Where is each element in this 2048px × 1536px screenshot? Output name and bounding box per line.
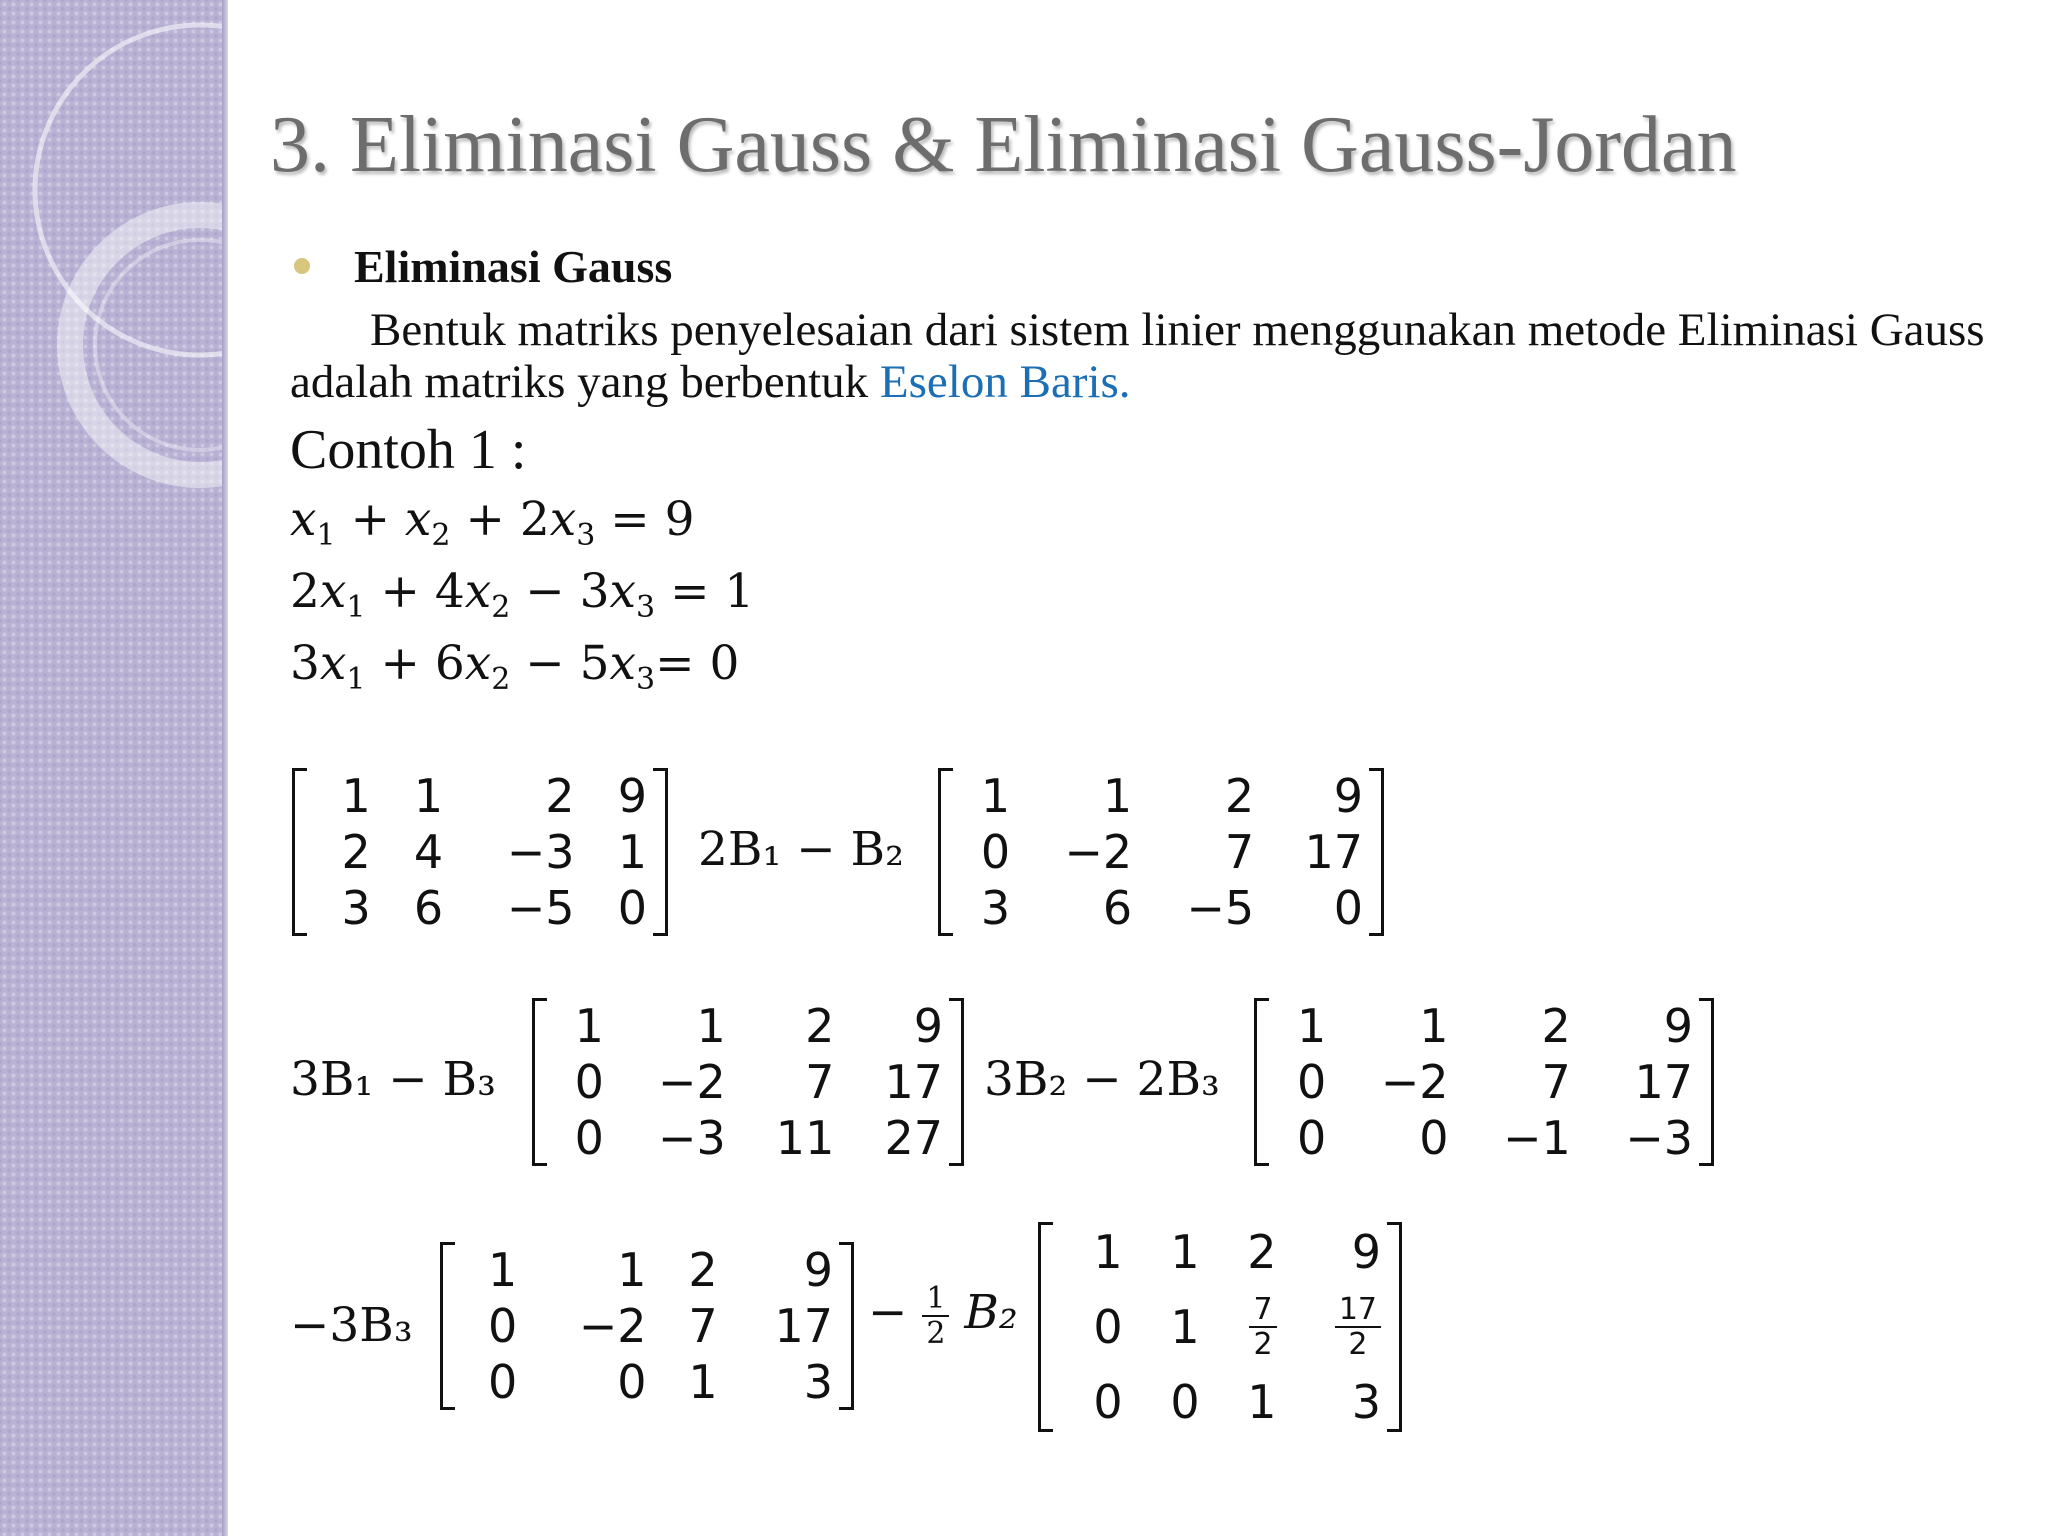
matrix-cell: 1	[696, 999, 726, 1053]
eselon-baris-link[interactable]: Eselon Baris.	[879, 356, 1131, 408]
equation-3: $3x_1 + 6x_2 - 5x_3= 0$	[290, 636, 740, 697]
matrix-cell: −1	[1502, 1111, 1571, 1165]
matrix-step-5	[1038, 1222, 1402, 1432]
matrix-cell: $\frac{7}{2}$	[1218, 1282, 1295, 1371]
matrix-row	[1257, 1110, 1711, 1166]
matrix-cell: 0	[1297, 1055, 1327, 1109]
matrix-cell: 17	[1304, 825, 1363, 879]
slide-title: 3. Eliminasi Gauss & Eliminasi Gauss-Jordan	[270, 101, 1737, 189]
matrix-cell: 7	[1224, 825, 1255, 879]
matrix-cell: 1	[1093, 1225, 1123, 1280]
matrix-cell: 3	[341, 881, 371, 935]
matrix-row	[1257, 1054, 1711, 1110]
matrix-cell: −5	[506, 881, 575, 935]
matrix-row	[1041, 1282, 1399, 1371]
matrix-row	[941, 824, 1381, 880]
matrix-cell: 0	[1093, 1374, 1123, 1429]
matrix-cell: 1	[1170, 1300, 1200, 1354]
equation-1: $x_1 + x_2 + 2x_3 = 9$	[290, 492, 695, 553]
matrix-cell: 1	[1102, 769, 1133, 823]
matrix-cell: 2	[1541, 999, 1571, 1053]
matrix-step-3	[1254, 998, 1714, 1166]
matrix-cell: 0	[1093, 1300, 1123, 1354]
matrix-row	[443, 1354, 851, 1410]
matrix-cell: 27	[884, 1111, 943, 1165]
matrix-cell: 1	[688, 1355, 718, 1409]
matrix-cell: 1	[980, 769, 1011, 823]
matrix-cell: 6	[1102, 881, 1133, 935]
matrix-cell: 1	[574, 999, 604, 1053]
matrix-step-1	[938, 768, 1384, 936]
matrix-row	[1041, 1372, 1399, 1432]
matrix-cell: 9	[913, 999, 943, 1053]
matrix-row	[1041, 1222, 1399, 1282]
matrix-cell: −2	[1380, 1055, 1449, 1109]
equation-2: $2x_1 + 4x_2 - 3x_3 = 1$	[290, 564, 755, 625]
matrix-cell: $\frac{17}{2}$	[1295, 1282, 1399, 1371]
matrix-cell: −3	[1625, 1111, 1693, 1165]
matrix-row	[535, 1110, 961, 1166]
matrix-row	[535, 1054, 961, 1110]
matrix-row	[295, 880, 665, 936]
matrix-cell: 1	[1247, 1374, 1277, 1429]
decorative-rings	[0, 0, 226, 1536]
matrix-cell: 1	[1297, 999, 1327, 1053]
matrix-cell: 9	[1663, 999, 1693, 1053]
matrix-row	[535, 998, 961, 1054]
matrix-cell: 4	[413, 825, 444, 879]
matrix-cell: 0	[1333, 881, 1363, 935]
matrix-cell: −3	[657, 1111, 726, 1165]
matrix-cell: 0	[617, 1355, 647, 1409]
matrix-row	[295, 824, 665, 880]
matrix-row	[443, 1242, 851, 1298]
matrix-cell: 2	[805, 999, 835, 1053]
matrix-cell: 3	[1351, 1374, 1381, 1429]
matrix-cell: 0	[574, 1055, 604, 1109]
paragraph-text: Bentuk matriks penyelesaian dari sistem linier menggunakan metode Eliminasi Gauss adalah matriks yang berbentuk	[290, 304, 1985, 408]
matrix-cell: 9	[1333, 769, 1363, 823]
bullet-icon	[294, 258, 310, 274]
matrix-cell: 7	[1541, 1055, 1571, 1109]
matrix-row	[1257, 998, 1711, 1054]
matrix-row	[295, 768, 665, 824]
matrix-cell: 1	[488, 1243, 518, 1297]
matrix-cell: 9	[803, 1243, 833, 1297]
matrix-cell: 0	[980, 825, 1011, 879]
matrix-cell: 0	[574, 1111, 604, 1165]
section-heading: Eliminasi Gauss	[354, 241, 673, 292]
matrix-row	[941, 768, 1381, 824]
matrix-row	[941, 880, 1381, 936]
matrix-cell: 1	[1419, 999, 1449, 1053]
matrix-cell: 17	[1634, 1055, 1693, 1109]
matrix-cell: 1	[617, 1243, 647, 1297]
operation-3b2-minus-2b3: 3B₂ − 2B₃	[984, 1052, 1220, 1107]
matrix-cell: 17	[884, 1055, 943, 1109]
matrix-cell: 2	[1247, 1225, 1277, 1280]
operation-neg-half-b2: − $\frac{1}{2}$ B₂	[868, 1281, 1018, 1351]
matrix-cell: 9	[617, 769, 647, 823]
matrix-cell: 1	[341, 769, 371, 823]
matrix-cell: −2	[657, 1055, 726, 1109]
matrix-cell: 0	[1170, 1374, 1200, 1429]
matrix-cell: 7	[688, 1299, 718, 1353]
matrix-cell: 7	[805, 1055, 835, 1109]
paragraph	[290, 304, 1990, 408]
matrix-row	[443, 1298, 851, 1354]
matrix-cell: −2	[1064, 825, 1133, 879]
matrix-cell: 3	[980, 881, 1011, 935]
sidebar-edge	[222, 0, 228, 1536]
matrix-cell: −2	[578, 1299, 647, 1353]
matrix-cell: 17	[774, 1299, 833, 1353]
matrix-cell: 2	[545, 769, 575, 823]
matrix-cell: 2	[1224, 769, 1255, 823]
matrix-cell: 3	[803, 1355, 833, 1409]
example-label: Contoh 1 :	[290, 419, 527, 481]
sidebar-decoration	[0, 0, 226, 1536]
matrix-cell: 0	[1297, 1111, 1327, 1165]
matrix-cell: 0	[488, 1299, 518, 1353]
matrix-cell: 6	[413, 881, 444, 935]
operation-3b1-minus-b3: 3B₁ − B₃	[290, 1052, 496, 1107]
matrix-cell: 11	[775, 1111, 835, 1165]
matrix-cell: 9	[1351, 1225, 1381, 1280]
operation-neg-3b3: −3B₃	[290, 1298, 413, 1353]
matrix-cell: −3	[506, 825, 575, 879]
matrix-cell: 2	[688, 1243, 718, 1297]
matrix-cell: 2	[341, 825, 371, 879]
matrix-cell: 1	[1170, 1225, 1200, 1280]
matrix-cell: 0	[617, 881, 647, 935]
operation-2b1-minus-b2: 2B₁ − B₂	[698, 822, 904, 877]
matrix-step-2	[532, 998, 964, 1166]
matrix-cell: −5	[1186, 881, 1255, 935]
matrix-original	[292, 768, 668, 936]
matrix-cell: 0	[488, 1355, 518, 1409]
matrix-cell: 1	[617, 825, 647, 879]
matrix-step-4	[440, 1242, 854, 1410]
matrix-cell: 1	[413, 769, 444, 823]
matrix-cell: 0	[1419, 1111, 1449, 1165]
